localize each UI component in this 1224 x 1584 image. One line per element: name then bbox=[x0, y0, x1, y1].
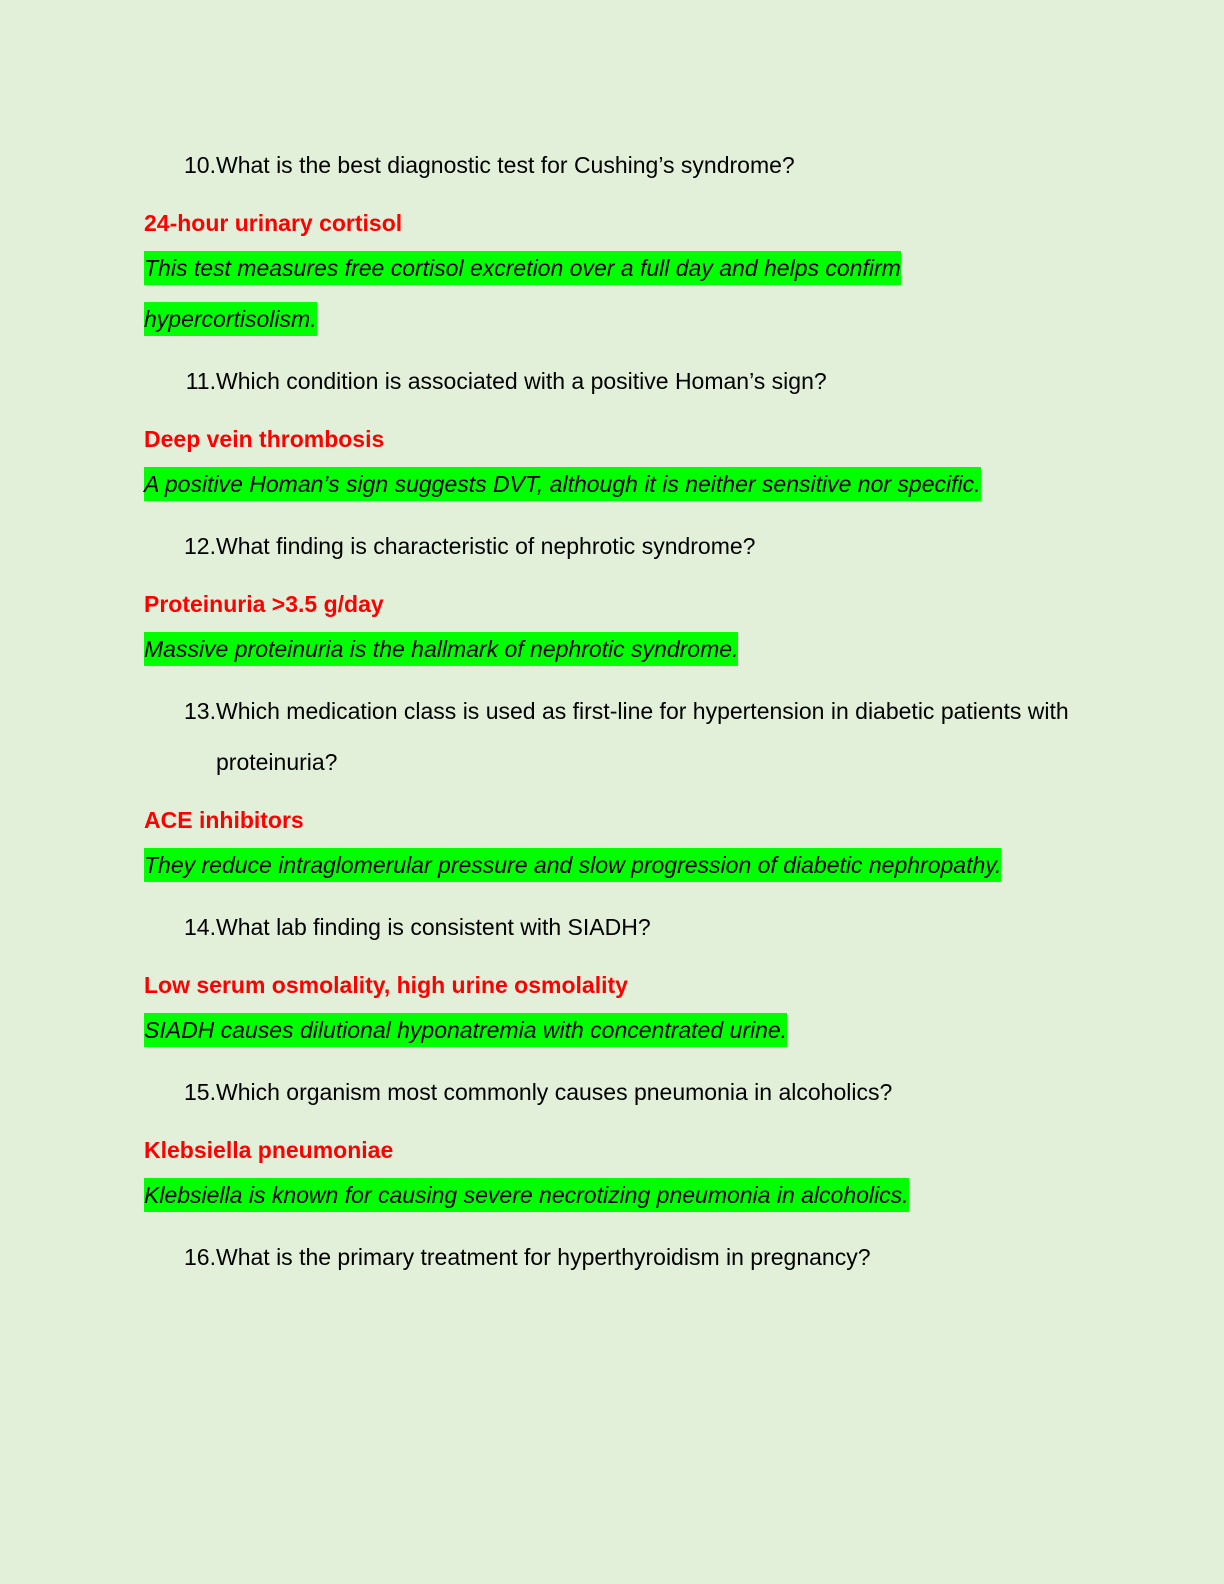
question-text: Which organism most commonly causes pneumonia in alcoholics? bbox=[216, 1079, 893, 1105]
answer-text: Low serum osmolality, high urine osmolality bbox=[144, 972, 628, 998]
qa-item-16 bbox=[144, 1232, 1074, 1283]
explanation-text: SIADH causes dilutional hyponatremia with concentrated urine. bbox=[144, 1013, 787, 1047]
question-row bbox=[144, 902, 1074, 953]
qa-item-10 bbox=[144, 140, 1074, 356]
qa-item-15 bbox=[144, 1067, 1074, 1232]
answer-text: Deep vein thrombosis bbox=[144, 426, 385, 452]
explanation-paragraph bbox=[144, 1005, 1074, 1056]
question-number: 14. bbox=[184, 914, 216, 940]
explanation-paragraph bbox=[144, 840, 1074, 891]
explanation-text: A positive Homan’s sign suggests DVT, although it is neither sensitive nor specific. bbox=[144, 467, 981, 501]
question-text: Which condition is associated with a positive Homan’s sign? bbox=[216, 368, 827, 394]
answer-text: ACE inhibitors bbox=[144, 807, 304, 833]
qa-item-13 bbox=[144, 686, 1074, 902]
qa-item-14 bbox=[144, 902, 1074, 1067]
question-text: What finding is characteristic of nephrotic syndrome? bbox=[216, 533, 756, 559]
question-number: 12. bbox=[184, 533, 216, 559]
question-text: What is the best diagnostic test for Cushing’s syndrome? bbox=[216, 152, 795, 178]
qa-item-12 bbox=[144, 521, 1074, 686]
qa-list bbox=[144, 140, 1074, 1283]
question-row bbox=[144, 521, 1074, 572]
question-text: What is the primary treatment for hyperthyroidism in pregnancy? bbox=[216, 1244, 871, 1270]
answer-text: Proteinuria >3.5 g/day bbox=[144, 591, 384, 617]
answer-text: Klebsiella pneumoniae bbox=[144, 1137, 394, 1163]
explanation-paragraph bbox=[144, 243, 1074, 345]
answer-text: 24-hour urinary cortisol bbox=[144, 210, 403, 236]
question-number: 11. bbox=[185, 368, 216, 394]
explanation-text: Klebsiella is known for causing severe necrotizing pneumonia in alcoholics. bbox=[144, 1178, 909, 1212]
explanation-paragraph bbox=[144, 1170, 1074, 1221]
explanation-text: Massive proteinuria is the hallmark of nephrotic syndrome. bbox=[144, 632, 738, 666]
question-row bbox=[144, 686, 1074, 788]
question-row bbox=[144, 140, 1074, 191]
qa-item-11 bbox=[144, 356, 1074, 521]
explanation-paragraph bbox=[144, 459, 1074, 510]
question-number: 16. bbox=[184, 1244, 216, 1270]
question-text: Which medication class is used as first-line for hypertension in diabetic patients with proteinuria? bbox=[216, 698, 1069, 775]
question-number: 10. bbox=[184, 152, 216, 178]
explanation-text: They reduce intraglomerular pressure and slow progression of diabetic nephropathy. bbox=[144, 848, 1001, 882]
question-row bbox=[144, 1067, 1074, 1118]
question-row bbox=[144, 356, 1074, 407]
question-text: What lab finding is consistent with SIADH? bbox=[216, 914, 651, 940]
question-number: 15. bbox=[184, 1079, 216, 1105]
explanation-paragraph bbox=[144, 624, 1074, 675]
question-number: 13. bbox=[184, 698, 216, 724]
explanation-text: This test measures free cortisol excretion over a full day and helps confirm hypercortisolism. bbox=[144, 251, 901, 336]
question-row bbox=[144, 1232, 1074, 1283]
